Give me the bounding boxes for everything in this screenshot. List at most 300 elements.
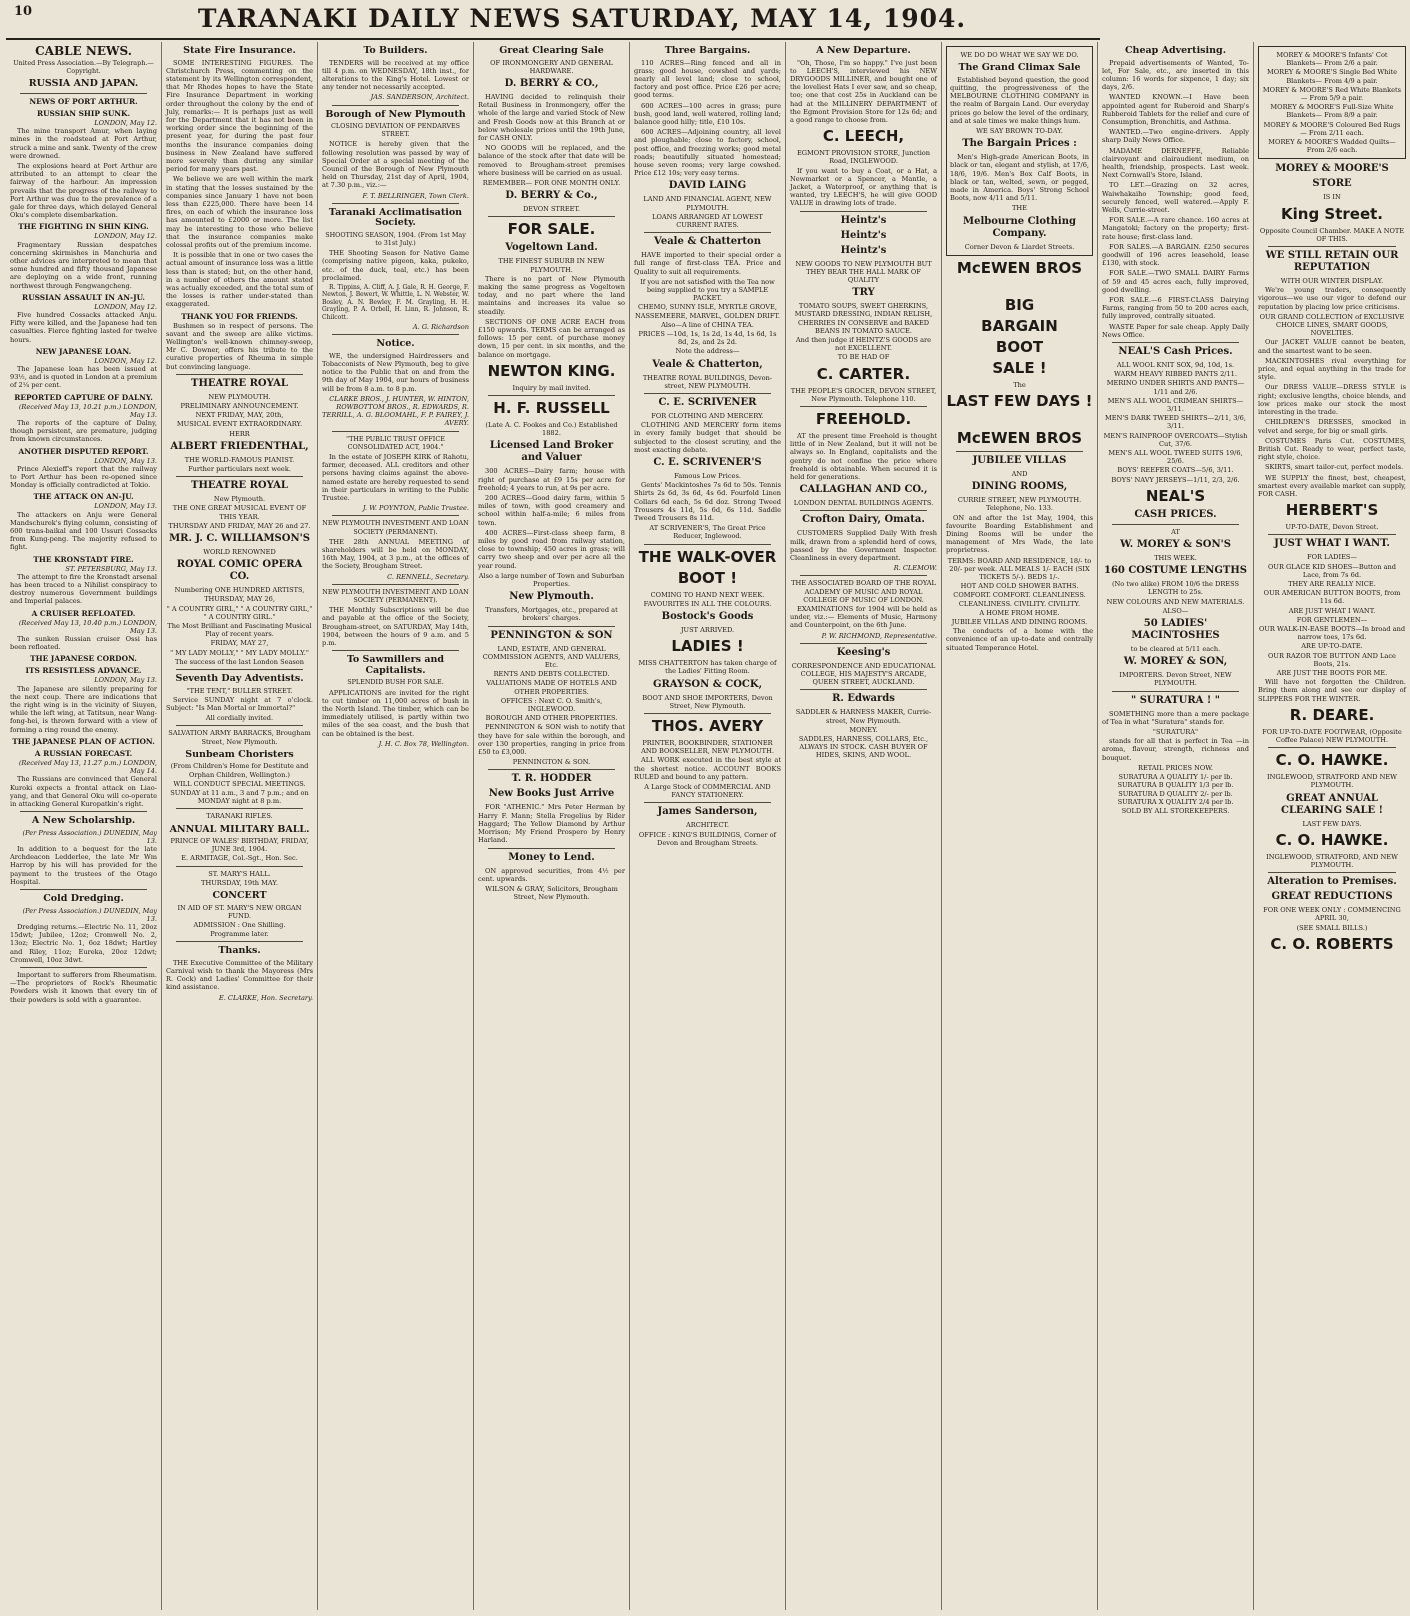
ad-line: THEY ARE REALLY NICE. <box>1288 579 1376 588</box>
ad-line: TERMS: BOARD AND RESIDENCE, 18/- to 20/- per week. ALL MEALS 1/- EACH (SIX TICKETS 5/-). BEDS 1/-. <box>947 556 1092 581</box>
ad-line: FRIDAY, MAY 27, <box>210 639 269 648</box>
ad-line: FOR ONE WEEK ONLY : COMMENCING APRIL 30, <box>1263 906 1401 923</box>
ad-line: SURATURA A QUALITY 1/- per lb. SURATURA B QUALITY 1/3 per lb. SURATURA D QUALITY 2/- per lb. SURATURA X QUALITY 2/4 per lb. <box>1117 773 1234 806</box>
divider <box>332 334 459 335</box>
ad-headline: " SURATURA ! " <box>1131 694 1220 706</box>
ad-headline: GREAT ANNUAL CLEARING SALE ! <box>1280 792 1384 816</box>
theatre-royal-title: THEATRE ROYAL <box>191 480 288 492</box>
article-paragraph: It is possible that in one or two cases the actual amount of insurance loss was a little less than is stated; but, on the other hand, in a number of others the amount stated was actually exceeded, and the total sum of the losses is rather under-stated than exaggerated. <box>166 251 313 309</box>
notice-paragraph: TENDERS will be received at my office till 4 p.m. on WEDNESDAY, 18th inst., for alterations to the King's Hotel. Lowest or any tender not necessarily accepted. <box>322 58 469 92</box>
divider <box>488 769 615 770</box>
ad-display-title: NEAL'S <box>1145 486 1206 505</box>
ad-line: OUR WALK-IN-EASE BOOTS—In broad and narrow toes, 17s 6d. <box>1258 624 1406 642</box>
ad-paragraph: CUSTOMERS Supplied Daily With fresh milk, drawn from a splendid herd of cows, passed by the Government Inspector. Cleanliness in every department. <box>790 529 937 563</box>
ad-display-title: LADIES ! <box>671 637 744 656</box>
ad-line: WE DO DO WHAT WE SAY WE DO. <box>960 51 1079 59</box>
ad-display-title: BOOT ! <box>677 568 738 587</box>
ad-line: " MY LADY MOLLY," " MY LADY MOLLY." <box>170 648 309 657</box>
article-paragraph: The Japanese loan has been issued at 93½, and is quoted in London at a premium of 2¼ per cent. <box>10 364 157 390</box>
divider <box>176 866 303 867</box>
ad-line: (From Children's Home for Destitute and Orphan Children, Wellington.) <box>170 762 309 779</box>
article-paragraph: Five hundred Cossacks attacked Anju. Fifty were killed, and the Japanese had ten casualties. Fierce fighting lasted for twelve hours. <box>10 310 157 344</box>
divider <box>20 967 147 968</box>
article-paragraph: Service SUNDAY night at 7 o'clock. Subject: "Is Man Mortal or Immortal?" <box>166 695 313 712</box>
article-paragraph: The mine transport Amur, when laying mines in the roadstead at Port Arthur, struck a mine and sank. Twenty of the crew were drowned. <box>10 127 157 160</box>
article-paragraph: Fragmentary Russian despatches concerning skirmishes in Manchuria and other advices are interpreted to mean that some hundred and fifty thousand Japanese are deploying on a wide front, running northwest through Fengwangcheng. <box>10 240 157 290</box>
ad-headline: JUST WHAT I WANT. <box>1274 538 1390 550</box>
dateline: (Per Press Association.) DUNEDIN, May 13. <box>22 906 157 923</box>
article-paragraph: Bushmen so in respect of persons. The savant and the sweep are alike victims. Wellington's well-known chimney-sweep, Mr C. Downer, offers his tribute to the curative properties of Rheuma in simple but convincing language. <box>166 321 313 371</box>
notice-subtitle: "THE PUBLIC TRUST OFFICE CONSOLIDATED ACT, 1904." <box>346 434 445 451</box>
ad-line: AT <box>1171 527 1180 536</box>
ad-line: FOR CLOTHING AND MERCERY. <box>651 412 764 420</box>
ad-line: WITH OUR WINTER DISPLAY. <box>1280 277 1384 286</box>
ad-line: THIS WEEK. <box>1154 554 1197 563</box>
ad-line: THE ONE GREAT MUSICAL EVENT OF THIS YEAR. <box>172 504 307 521</box>
ad-paragraph: The conducts of a home with the convenience of an up-to-date and centrally situated Temperance Hotel. <box>946 627 1093 652</box>
ad-display-title: SALE ! <box>992 358 1047 377</box>
article-paragraph: SOME INTERESTING FIGURES. The Christchurch Press, commenting on the statement by its Wellington correspondent, that Mr Rhodes hopes to have the State Fire Insurance Department in working order throughout the colony by the end of July, remarks:— It is perhaps just as well for the Department that it has not been in working order since the beginning of the present year, for during the past four months the insurance companies doing business in New Zealand have suffered more severely than during any similar period for many years past. <box>166 58 313 174</box>
signature: F. T. BELLRINGER, Town Clerk. <box>362 191 469 200</box>
heading-russia-japan: RUSSIA AND JAPAN. <box>28 78 139 90</box>
theatre-royal-title: THEATRE ROYAL <box>191 377 288 389</box>
spacer <box>946 281 1093 293</box>
price-line: MEN'S DARK TWEED SHIRTS—2/11, 3/6, 3/11. <box>1105 414 1246 431</box>
column-sales-land <box>474 42 630 1610</box>
price-line: MEN'S ALL WOOL TWEED SUITS 19/6, 25/6. <box>1108 449 1243 466</box>
ad-line: E. ARMITAGE, Col.-Sgt., Hon. Sec. <box>181 854 298 863</box>
heading-cable-news: CABLE NEWS. <box>35 44 132 58</box>
subheading: REPORTED CAPTURE OF DALNY. <box>14 392 153 402</box>
ad-line: WORLD RENOWNED <box>203 548 276 557</box>
ad-line: Also—A line of CHINA TEA. <box>661 320 754 329</box>
morey-moore-box <box>1258 46 1406 159</box>
ad-line: Famous Low Prices. <box>674 472 741 481</box>
ad-paragraph: WE SUPPLY the finest, best, cheapest, smartest every available market can supply, FOR CASH. <box>1258 473 1406 498</box>
classified-ad: FOR SALES.—A BARGAIN. £250 secures goodwill of 196 acres leasehold, lease £130, with stock. <box>1102 242 1249 268</box>
price-line: MEN'S RAINPROOF OVERCOATS—Stylish Cut, 37/6. <box>1103 431 1248 448</box>
ad-line: ST. MARY'S HALL. <box>208 869 271 878</box>
ad-line: OFFICE : KING'S BUILDINGS, Corner of Devon and Brougham Streets. <box>638 830 777 847</box>
subheading: NEW JAPANESE LOAN. <box>35 346 132 356</box>
ad-line: (No two alike) FROM 10/6 the DRESS LENGTH to 25s. <box>1111 580 1240 597</box>
ad-line: VALUATIONS MADE OF HOTELS AND OTHER PROPERTIES. <box>486 679 617 696</box>
ad-line: Programme later. <box>210 930 269 939</box>
divider <box>332 515 459 516</box>
subheading: RUSSIAN SHIP SUNK. <box>36 108 131 118</box>
ad-line: BOROUGH AND OTHER PROPERTIES. <box>485 714 618 723</box>
ad-line: OUR AMERICAN BUTTON BOOTS, from 11s 6d. <box>1263 589 1401 606</box>
ad-line: PRELIMINARY ANNOUNCEMENT. <box>180 402 299 411</box>
divider <box>1268 534 1396 535</box>
ad-line: MUSICAL EVENT EXTRAORDINARY. <box>176 420 303 429</box>
ad-paragraph: Men's High-grade American Boots, in black or tan, elegant and stylish, at 17/6, 18/6, 19/6. Men's Box Calf Boots, in black or tan, welted, sewn, or pegged, made in America. Boys' Strong School Boots, now 4/11 and 5/11. <box>950 153 1089 203</box>
heading-adventists: Seventh Day Adventists. <box>175 673 304 685</box>
ad-line: " A COUNTRY GIRL," " A COUNTRY GIRL," " A COUNTRY GIRL." <box>166 604 313 621</box>
ad-line: BOOT AND SHOE IMPORTERS, Devon Street, New Plymouth. <box>642 693 773 710</box>
ad-paragraph: MACKINTOSHES rival everything for price, and equal anything in the trade for style. <box>1258 356 1406 382</box>
dateline: LONDON, May 12. <box>94 118 157 127</box>
ad-headline: ROYAL COMIC OPERA CO. <box>176 559 303 583</box>
heading-cheap-advertising: Cheap Advertising. <box>1124 45 1226 56</box>
subheading: RUSSIAN ASSAULT IN AN-JU. <box>22 292 145 302</box>
ad-line: Further particulars next week. <box>188 465 291 474</box>
article-paragraph: The Japanese are silently preparing for the next coup. There are indications that the right wing is in the vicinity of Siuyen, while the left wing, at Tatitsun, near Wang-fong-hei, is thrown forward with a view of forming a ring round the enemy. <box>10 684 157 734</box>
ad-headline: WE STILL RETAIN OUR REPUTATION <box>1265 250 1399 274</box>
divider <box>800 406 927 407</box>
ad-line: The success of the last London Season <box>174 657 305 666</box>
masthead-rule <box>6 38 1100 40</box>
divider <box>800 211 927 212</box>
ad-line: THE PEOPLE'S GROCER, DEVON STREET, New Plymouth. Telephone 110. <box>790 386 937 403</box>
ad-line: RENTS AND DEBTS COLLECTED. <box>493 670 610 679</box>
ad-display-title: C. LEECH, <box>822 127 905 146</box>
ad-headline: Bostock's Goods <box>661 611 754 623</box>
divider <box>332 431 459 432</box>
ad-line: HERR <box>229 429 250 438</box>
ad-line: And then judge if HEINTZ'S GOODS are not EXCELLENT. <box>795 335 932 353</box>
column-bargains <box>630 42 786 1610</box>
column-departures <box>786 42 942 1610</box>
subheading: THANK YOU FOR FRIENDS. <box>181 311 298 321</box>
ad-line: FOR GENTLEMEN— <box>1296 615 1368 624</box>
classified-ad: Prepaid advertisements of Wanted, To-let, For Sale, etc., are inserted in this column: 16 words for sixpence, 1 day; six days, 2/6. <box>1102 58 1249 92</box>
ad-line: TO BE HAD OF <box>837 353 890 362</box>
notice-paragraph: THE 28th ANNUAL MEETING of shareholders will be held on MONDAY, 16th May, 1904, at 3 p.m., at the offices of the Society, Brougham Street. <box>322 537 469 571</box>
ad-display-title: BOOT <box>995 337 1044 356</box>
ad-headline: MR. J. C. WILLIAMSON'S <box>169 533 310 545</box>
heading-fire-insurance: State Fire Insurance. <box>183 45 296 56</box>
divider <box>1112 691 1239 692</box>
ad-line: NEW COLOURS AND NEW MATERIALS. <box>1106 597 1245 606</box>
ad-headline: CASH PRICES. <box>1134 508 1217 520</box>
ad-line: NEW GOODS TO NEW PLYMOUTH BUT THEY BEAR THE HALL MARK OF QUALITY <box>795 259 932 284</box>
ad-line: NEW PLYMOUTH. <box>208 392 271 401</box>
divider <box>1268 747 1396 748</box>
ad-line: WE SAY BROWN TO-DAY. <box>976 126 1063 135</box>
ad-line: IN AID OF ST. MARY'S NEW ORGAN FUND. <box>177 903 302 920</box>
divider <box>644 232 771 233</box>
ad-line: Corner Devon & Liardet Streets. <box>964 242 1075 251</box>
ad-line: Numbering ONE HUNDRED ARTISTS, <box>174 586 305 595</box>
ad-headline: James Sanderson, <box>657 806 758 818</box>
divider <box>800 510 927 511</box>
blanket-line: MOREY & MOORE'S Infants' Cot Blankets— From 2/6 a pair. <box>1276 51 1388 68</box>
dateline: LONDON, May 12. <box>94 302 157 311</box>
price-line: MEN'S ALL WOOL CRIMEAN SHIRTS—3/11. <box>1107 396 1244 414</box>
classified-ad: FOR SALE.—TWO SMALL DAIRY Farms of 59 and 45 acres each, fully improved, good dwelling. <box>1102 269 1249 294</box>
heading-dredging: Cold Dredging. <box>43 893 124 905</box>
classified-ad: WANTED.—Two engine-drivers. Apply sharp Daily News Office. <box>1102 128 1249 145</box>
subheading: ITS RESISTLESS ADVANCE. <box>25 666 142 676</box>
ad-paragraph: SKIRTS, smart tailor-cut, perfect models. <box>1265 463 1404 472</box>
ad-headline: Crofton Dairy, Omata. <box>802 514 925 526</box>
dateline: ST. PETERSBURG, May 13. <box>65 564 157 573</box>
heading-military-ball: ANNUAL MILITARY BALL. <box>169 823 310 835</box>
ad-paragraph: Our DRESS VALUE—DRESS STYLE is right; exclusive lengths, choice blends, and low prices make our stock the most interesting in the trade. <box>1258 383 1406 417</box>
ad-line: ARE JUST THE BOOTS FOR ME. <box>1276 668 1388 677</box>
price-line: MERINO UNDER SHIRTS AND PANTS—1/11 and 2/6. <box>1106 379 1245 396</box>
ad-display-title: THOS. AVERY <box>651 717 764 736</box>
divider <box>644 544 771 545</box>
ad-line: "SURATURA" <box>1152 728 1199 737</box>
ad-paragraph: Will have not forgotten the Children. Bring them along and see our display of SLIPPERS FOR THE WINTER. <box>1258 678 1406 703</box>
column-advertising <box>1098 42 1254 1610</box>
ad-display-title: HERBERT'S <box>1285 501 1379 520</box>
ad-line: THURSDAY, 19th MAY. <box>201 878 278 887</box>
ad-paragraph: HAVING decided to relinquish their Retail Business in Ironmongery, offer the whole of the large and varied Stock of New and Fresh Goods now at this Branch at or below wholesale prices until the 19th June, for CASH ONLY. <box>478 92 625 142</box>
ad-paragraph: 600 ACRES—100 acres in grass; pure bush, good land, well watered, rolling land; balance good hilly; title, £10 10s. <box>634 101 781 126</box>
classified-ad: TO LET.—Grazing on 32 acres, Waiwhakaiho Township; good feed, securely fenced, well watered.—Apply F. Wells, Currie-street. <box>1102 181 1249 214</box>
ad-headline: T. R. HODDER <box>511 773 592 785</box>
divider <box>20 811 147 812</box>
divider <box>1268 872 1396 873</box>
ad-headline: 160 COSTUME LENGTHS <box>1103 565 1248 577</box>
ad-line: UP-TO-DATE, Devon Street. <box>1285 523 1379 532</box>
divider <box>176 669 303 670</box>
ad-line: SUNDAY at 11 a.m., 3 and 7 p.m.; and on MONDAY night at 8 p.m. <box>170 788 309 806</box>
signature: R. CLEMOW. <box>893 564 937 573</box>
divider <box>644 802 771 803</box>
article-paragraph: The explosions heard at Port Arthur are attributed to an attempt to clear the fairway of the harbour. An impression prevails that the progress of the railway to Port Arthur was due to the prevalence of a gale for three days, which delayed General Oku's complete disembarkation. <box>10 161 157 220</box>
page-number: 10 <box>14 4 33 19</box>
ad-line: ARE JUST WHAT I WANT. <box>1288 606 1376 615</box>
ad-display-title: King Street. <box>1281 204 1383 223</box>
ad-headline: STORE <box>1312 178 1352 190</box>
article-paragraph: The reports of the capture of Dalny, though persistent, are premature, judging from known circumstances. <box>10 419 157 444</box>
ad-headline: R. Edwards <box>832 693 895 705</box>
divider <box>332 105 459 106</box>
dateline: LONDON, May 13. <box>94 456 157 465</box>
ad-paragraph: HAVE imported to their special order a full range of first-class TEA. Price and Quality to suit all requirements. <box>634 251 781 276</box>
ad-line: A HOME FROM HOME. <box>979 608 1060 617</box>
ad-display-title: THE WALK-OVER <box>638 547 777 566</box>
ad-line: EGMONT PROVISION STORE, Junction Road, INGLEWOOD. <box>796 149 931 166</box>
heading-notice: Notice. <box>376 338 415 350</box>
ad-line: WILSON & GRAY, Solicitors, Brougham Street, New Plymouth. <box>485 884 618 902</box>
divider <box>20 889 147 890</box>
divider <box>176 725 303 726</box>
ad-headline: W. MOREY & SON, <box>1123 656 1228 668</box>
ad-line: NEXT FRIDAY, MAY, 20th, <box>195 411 284 420</box>
ad-line: RETAIL PRICES NOW. <box>1137 763 1214 772</box>
ad-line: HOT AND COLD SHOWER BATHS. <box>960 582 1079 591</box>
dateline: (Received May 13, 10.21 p.m.) LONDON, May 13. <box>18 402 157 419</box>
notice-paragraph: WE, the undersigned Hairdressers and Tobacconists of New Plymouth, beg to give notice to the Public that on and from the 9th day of May 1904, our hours of business will be from 8 a.m. to 8 p.m. <box>322 351 469 393</box>
blanket-line: MOREY & MOORE'S Red White Blankets— From 5/9 a pair. <box>1262 85 1402 103</box>
ad-headline: Veale & Chatterton <box>654 236 761 248</box>
ad-headline: D. BERRY & CO., <box>504 77 599 89</box>
heading-new-departure: A New Departure. <box>816 45 911 56</box>
ad-headline: 50 LADIES' MACINTOSHES <box>1131 618 1220 642</box>
classified-ad: WASTE Paper for sale cheap. Apply Daily News Office. <box>1102 322 1249 339</box>
signature: J. H. C. Box 78, Wellington. <box>378 739 469 748</box>
notice-paragraph: In the estate of JOSEPH KIRK of Rahotu, farmer, deceased. ALL creditors and other persons having claims against the above-named estate are hereby requested to send in their particulars in writing to the Public Trustee. <box>322 453 469 503</box>
credit-line: United Press Association.—By Telegraph.—Copyright. <box>13 59 154 76</box>
ad-headline: Licensed Land Broker and Valuer <box>489 440 614 464</box>
ad-headline: C. E. SCRIVENER'S <box>653 457 762 469</box>
ad-line: to be cleared at 5/11 each. <box>1130 645 1221 654</box>
ad-display-title: C. O. HAWKE. <box>1275 830 1389 849</box>
ad-line: Also a large number of Town and Suburban Properties. <box>478 571 625 589</box>
ad-line: LAST FEW DAYS. <box>1302 819 1362 828</box>
ad-paragraph: COSTUMES Paris Cut. COSTUMES, British Cut. Ready to wear, perfect taste, right style, choice. <box>1258 436 1406 462</box>
ad-line: MONEY. <box>849 725 878 734</box>
ad-paragraph: FOR "ATHENIC." Mrs Peter Herman by Harry F. Mann; Stella Fregelius by Rider Haggard; The Yellow Diamond by Arthur Morrison; My Friend Prospero by Henry Harland. <box>478 803 625 845</box>
dateline: (Per Press Association.) DUNEDIN, May 13. <box>22 828 157 845</box>
ad-headline: CALLAGHAN AND CO., <box>799 484 928 496</box>
divider <box>176 476 303 477</box>
heading-to-builders: To Builders. <box>363 45 428 56</box>
ad-paragraph: Our JACKET VALUE cannot be beaten, and the smartest want to be seen. <box>1258 338 1406 355</box>
ad-headline: D. BERRY & Co., <box>505 190 598 202</box>
spacer <box>946 414 1093 426</box>
signature: E. CLARKE, Hon. Secretary. <box>218 993 313 1002</box>
divider <box>488 216 615 217</box>
ad-paragraph: Gents' Mackintoshes 7s 6d to 50s. Tennis Shirts 2s 6d, 3s 6d, 4s 6d. Fourfold Linen Collars 6d each, 5s 6d doz. Strong Tweed Trousers 4s 11d, 5s 6d, 6s 11d. Saddle Tweed Trousers 8s 11d. <box>634 481 781 523</box>
article-paragraph: The Russians are convinced that General Kuroki expects a frontal attack on Liao-yang, and that General Oku will co-operate in attacking General Kuropatkin's right. <box>10 775 157 808</box>
subheading: ANOTHER DISPUTED REPORT. <box>18 446 149 456</box>
heading-acclimatisation: Taranaki Acclimatisation Society. <box>328 206 463 229</box>
ad-line: TOMATO SOUPS, SWEET GHERKINS, MUSTARD DRESSING, INDIAN RELISH, CHERRIES IN CONSERVE and BAKED BEANS IN TOMATO SAUCE. <box>794 302 933 335</box>
article-paragraph: Important to sufferers from Rheumatism.—The proprietors of Rock's Rheumatic Powders wish it known that every tin of their powders is sold with a guarantee. <box>10 970 157 1004</box>
ad-line: IS IN <box>1323 193 1341 202</box>
subheading: THE JAPANESE PLAN OF ACTION. <box>12 736 155 746</box>
column-climax-sale <box>942 42 1098 1610</box>
ad-paragraph: ALL WORK executed in the best style at the shortest notice. ACCOUNT BOOKS RULED and bound to any pattern. <box>634 756 781 781</box>
ad-line: THE <box>1012 204 1027 213</box>
ad-line: JUST ARRIVED. <box>680 626 735 635</box>
notice-subtitle: CLOSING DEVIATION OF PENDARVES STREET. <box>330 122 461 139</box>
ad-line: A Large Stock of COMMERCIAL AND FANCY STATIONERY. <box>644 783 771 800</box>
article-paragraph: Prince Alexieff's report that the railway to Port Arthur has been re-opened since Monday is officially contradicted at Tokio. <box>10 464 157 490</box>
ad-display-title: FOR SALE. <box>507 220 596 239</box>
ad-line: SOLD BY ALL STOREKEEPERS. <box>1121 806 1230 815</box>
divider <box>488 848 615 849</box>
ad-line: THURSDAY, MAY 26, <box>204 595 275 604</box>
classified-ad: FOR SALE.—A rare chance. 160 acres at Mangatoki; factory on the property; first-rate house; first-class land. <box>1102 216 1249 241</box>
dateline: LONDON, May 12. <box>94 356 157 365</box>
classified-ad: MADAME DERNEFFE, Reliable clairvoyant and clairaudient medium, on health, friendship, prospects. Last week. Next Cornwall's Store, Island. <box>1102 146 1249 180</box>
ad-display-title: R. DEARE. <box>1289 705 1375 724</box>
dateline: LONDON, May 13. <box>94 502 157 511</box>
notice-paragraph: NOTICE is hereby given that the following resolution was passed by way of Special Order at a special meeting of the Council of the Borough of New Plymouth held on Thursday, 21st day of April, 1904, at 7.30 p.m., viz.:— <box>322 140 469 190</box>
divider <box>488 395 615 396</box>
ad-line: INGLEWOOD, STRATFORD, AND NEW PLYMOUTH. <box>1266 852 1398 869</box>
ad-paragraph: Established beyond question, the good quitting, the progressiveness of the MELBOURNE CLOTHING COMPANY in the realm of Bargain Land. Our everyday prices go below the level of the ordinary, and at sale times we make things hum. <box>950 75 1089 125</box>
heading-thanks: Thanks. <box>218 945 261 957</box>
ad-line: CORRESPONDENCE AND EDUCATIONAL COLLEGE, HIS MAJESTY'S ARCADE, QUEEN STREET, AUCKLAND. <box>791 661 936 687</box>
ad-line: JUBILEE VILLAS AND DINING ROOMS. <box>951 618 1088 626</box>
ad-line: LAND, ESTATE, AND GENERAL COMMISSION AGENTS, AND VALUERS, Etc. <box>482 644 621 670</box>
ad-line: New Plymouth. <box>213 495 266 504</box>
ad-headline: JUBILEE VILLAS <box>972 454 1067 466</box>
ad-headline: Melbourne Clothing Company. <box>963 215 1076 239</box>
ad-line: ARCHITECT. <box>686 821 729 830</box>
ad-paragraph: 110 ACRES—Ring fenced and all in grass; good house, cowshed and yards; nearly all level land; close to school, factory and post office. Price £26 per acre; good terms. <box>634 58 781 100</box>
subheading: THE ATTACK ON AN-JU. <box>33 492 134 502</box>
ranger-names: R. Tippins, A. Cliff, A. J. Gale, R. H. George, F. Newton, J. Bewert, W. Whittle, L. N. Webster, W. Bosley, A. N. Bewley, F. M. Grayling, H. H. Grayling, P. A. Orbell, H. Linn, R. Johnson, R. Chilcott. <box>322 284 469 321</box>
ad-paragraph: "Oh, Those, I'm so happy." I've just been to LEECH'S, interviewed his NEW DRYGOODS MILLINER, and bought one of the loveliest Hats I ever saw, and so cheap, too; one that cost 25s in Auckland can be had at the MILLINERY DEPARTMENT of the Egmont Provision Store for 12s 6d; and a good range to choose from. <box>790 58 937 124</box>
ad-line: (SEE SMALL BILLS.) <box>1296 923 1368 932</box>
ad-line: AT SCRIVENER'S, The Great Price Reducer, Inglewood. <box>649 524 766 541</box>
ad-line: REMEMBER— FOR ONE MONTH ONLY. <box>482 178 621 187</box>
ad-headline: PENNINGTON & SON <box>490 629 613 641</box>
signature: JAS. SANDERSON, Architect. <box>370 93 469 102</box>
ad-headline: W. MOREY & SON'S <box>1120 539 1231 551</box>
ad-line: The Most Brilliant and Fascinating Musical Play of recent years. <box>167 622 312 639</box>
ad-line: ARE UP-TO-DATE. <box>1301 642 1363 651</box>
classified-ad: WANTED KNOWN.—I Have been appointed agent for Ruberoid and Sharp's Rubberoid Tablets for the relief and cure of Consumption, Bronchitis, and Asthma. <box>1102 93 1249 126</box>
ad-display-title: McEWEN BROS <box>956 258 1083 277</box>
ad-line: CURRIE STREET, NEW PLYMOUTH. Telephone, No. 133. <box>957 496 1082 513</box>
ad-line: All cordially invited. <box>205 714 274 723</box>
ad-line: Inquiry by mail invited. <box>512 383 591 392</box>
ad-line: IMPORTERS. Devon Street, NEW PLYMOUTH. <box>1119 671 1232 688</box>
dateline: (Received May 13, 11.27 p.m.) LONDON, May 14. <box>18 758 157 776</box>
ad-headline: ALBERT FRIEDENTHAL, <box>170 440 309 452</box>
blanket-line: MOREY & MOORE'S Full-Size White Blankets— From 8/9 a pair. <box>1270 103 1394 120</box>
ad-line: PRINTER, BOOKBINDER, STATIONER AND BOOKSELLER, NEW PLYMOUTH. <box>641 739 774 756</box>
ad-line: (Late A. C. Fookes and Co.) Established 1882. <box>485 420 618 438</box>
ad-line: OUR GRAND COLLECTION of EXCLUSIVE CHOICE LINES, SMART GOODS, NOVELTIES. <box>1259 312 1405 338</box>
signature: C. RENNELL, Secretary. <box>387 572 469 581</box>
ad-line: PENNINGTON & SON. <box>512 758 591 767</box>
ad-paragraph: SECTIONS OF ONE ACRE EACH from £150 upwards. TERMS can be arranged as follows: 15 per cent. of purchase money down, 15 per cent. in six months, and the balance on mortgage. <box>478 317 625 359</box>
ad-line: CHEMO, SUNNY ISLE, MYRTLE GROVE, NASSEMEERE, MARVEL, GOLDEN DRIFT. <box>635 303 780 320</box>
ad-line: Transfers, Mortgages, etc., prepared at brokers' charges. <box>485 606 618 623</box>
ad-line: THE WORLD-FAMOUS PIANIST. <box>184 455 295 464</box>
divider <box>332 584 459 585</box>
ad-headline: The Bargain Prices : <box>962 138 1077 150</box>
column-drapery <box>1254 42 1410 1610</box>
ad-line: LAND AND FINANCIAL AGENT, NEW PLYMOUTH. <box>643 195 772 212</box>
article-paragraph: Dredging returns.—Electric No. 11, 20oz 15dwt; Jubilee, 12oz; Cromwell No. 2, 13oz; Electric No. 1, 6oz 18dwt; Hartley and Riley, 11oz; Eureka, 20oz 12dwt; Cromwell, 10oz 3dwt. <box>10 922 157 964</box>
notice-subtitle: SPLENDID BUSH FOR SALE. <box>347 678 444 687</box>
ad-paragraph: EXAMINATIONS for 1904 will be held as under, viz.:— Elements of Music, Harmony and Counterpoint, on the 6th June. <box>790 605 937 630</box>
ad-paragraph: 600 ACRES—Adjoining country, all level and ploughable; close to factory, school, post office, and freezing works; good metal roads; beautifully situated homestead; house seven rooms; very large cowshed. Price £12 10s; very easy terms. <box>634 128 781 178</box>
blanket-line: MOREY & MOORE'S Coloured Bed Rugs— From 2/11 each. <box>1263 120 1401 137</box>
divider <box>20 93 147 94</box>
ad-line: SADDLER & HARNESS MAKER, Currie-street, New Plymouth. <box>795 708 932 725</box>
divider <box>1112 524 1239 525</box>
ad-line: THEATRE ROYAL BUILDINGS, Devon-street, NEW PLYMOUTH. <box>642 373 773 390</box>
article-paragraph: The sunken Russian cruiser Ossi has been refloated. <box>10 635 157 652</box>
heading-three-bargains: Three Bargains. <box>664 45 751 56</box>
ad-headline: Heintz's <box>840 214 887 226</box>
ad-line: AND <box>1011 469 1028 478</box>
signature: J. W. POYNTON, Public Trustee. <box>362 504 469 513</box>
ad-line: ALSO— <box>1162 606 1189 615</box>
ad-display-title: BIG <box>1004 295 1035 314</box>
ad-line: OUR GLACE KID SHOES—Button and Lace, from 7s 6d. <box>1268 562 1396 579</box>
notice-subtitle: NEW PLYMOUTH INVESTMENT AND LOAN SOCIETY (PERMANENT). <box>322 519 469 536</box>
subheading: NEWS OF PORT ARTHUR. <box>29 96 138 106</box>
divider <box>1268 246 1396 247</box>
ad-paragraph: AT the present time Freehold is thought little of in New Zealand, but it will not be always so. In England, capitalists and the gentry do not confine the price where freehold is obtainable. When secured it is held for generations. <box>790 431 937 481</box>
climax-sale-box <box>946 46 1093 256</box>
blanket-line: MOREY & MOORE'S Single Bed White Blankets— From 4/9 a pair. <box>1266 68 1398 85</box>
ad-display-title: C. CARTER. <box>816 364 911 383</box>
divider <box>956 451 1083 452</box>
subheading: THE FIGHTING IN SHIN KING. <box>18 222 149 232</box>
dateline: LONDON, May 12. <box>94 232 157 241</box>
notice-subtitle: SHOOTING SEASON, 1904. (From 1st May to 31st July.) <box>325 230 466 248</box>
ad-line: DEVON STREET. <box>522 205 581 214</box>
divider <box>800 575 927 576</box>
blanket-line: MOREY & MOORE'S Wadded Quilts— From 2/6 each. <box>1268 138 1396 155</box>
notice-subtitle: NEW PLYMOUTH INVESTMENT AND LOAN SOCIETY (PERMANENT). <box>322 587 469 605</box>
